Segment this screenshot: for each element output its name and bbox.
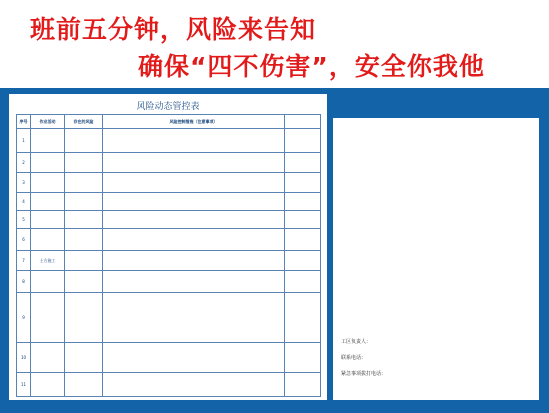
risk-control-panel (9, 94, 327, 400)
table-row (17, 343, 321, 373)
row-note (285, 271, 321, 293)
row-work (31, 193, 65, 211)
row-work: 土方施工 (31, 251, 65, 271)
row-measure (103, 251, 285, 271)
row-number: 1 (17, 129, 31, 153)
row-number: 7 (17, 251, 31, 271)
row-number: 4 (17, 193, 31, 211)
row-measure (103, 343, 285, 373)
risk-table-title: 风险动态管控表 (136, 102, 200, 112)
table-header-row (17, 115, 321, 129)
headline-line1: 班前五分钟，风险来告知 (30, 15, 317, 44)
row-risk (65, 173, 103, 193)
row-number: 5 (17, 211, 31, 229)
row-risk (65, 129, 103, 153)
row-measure (103, 193, 285, 211)
table-row (17, 229, 321, 251)
table-row (17, 271, 321, 293)
row-work (31, 343, 65, 373)
form-emergency-label: 紧急事项拔打电话： (341, 371, 387, 377)
row-note (285, 153, 321, 173)
row-risk (65, 153, 103, 173)
row-measure (103, 271, 285, 293)
row-number: 9 (17, 293, 31, 343)
header-note (285, 115, 321, 129)
row-work (31, 373, 65, 397)
row-number: 11 (17, 373, 31, 397)
row-risk (65, 373, 103, 397)
header-work: 作业活动 (31, 115, 65, 129)
banner (0, 0, 549, 88)
row-note (285, 211, 321, 229)
form-emergency-line (341, 370, 386, 377)
row-risk (65, 251, 103, 271)
row-risk (65, 211, 103, 229)
row-risk (65, 293, 103, 343)
form-foreman: 工区负责人： (341, 339, 372, 345)
row-note (285, 129, 321, 153)
table-row (17, 211, 321, 229)
table-row (17, 373, 321, 397)
form-contact-phone: 联系电话： (341, 355, 367, 361)
row-measure (103, 129, 285, 153)
header-measure: 风险控制措施（注意事项） (103, 115, 285, 129)
header-no: 序号 (17, 115, 31, 129)
pre-shift-briefing-form (333, 118, 539, 400)
row-measure (103, 153, 285, 173)
row-work (31, 129, 65, 153)
table-row (17, 173, 321, 193)
table-row (17, 251, 321, 271)
row-measure (103, 373, 285, 397)
row-note (285, 193, 321, 211)
row-work (31, 293, 65, 343)
row-note (285, 229, 321, 251)
row-work (31, 173, 65, 193)
header-risk: 存在的风险 (65, 115, 103, 129)
headline-line2: 确保“四不伤害”，安全你我他 (138, 52, 485, 81)
row-risk (65, 193, 103, 211)
row-work (31, 271, 65, 293)
row-number: 2 (17, 153, 31, 173)
row-note (285, 293, 321, 343)
table-row (17, 293, 321, 343)
row-work (31, 229, 65, 251)
table-row (17, 193, 321, 211)
row-measure (103, 293, 285, 343)
table-row (17, 129, 321, 153)
row-number: 10 (17, 343, 31, 373)
row-number: 6 (17, 229, 31, 251)
risk-control-table (16, 114, 321, 397)
row-measure (103, 229, 285, 251)
row-risk (65, 271, 103, 293)
row-measure (103, 211, 285, 229)
table-row (17, 153, 321, 173)
row-note (285, 251, 321, 271)
row-measure (103, 173, 285, 193)
row-number: 8 (17, 271, 31, 293)
row-risk (65, 229, 103, 251)
row-work (31, 153, 65, 173)
row-number: 3 (17, 173, 31, 193)
row-work (31, 211, 65, 229)
row-note (285, 173, 321, 193)
row-note (285, 373, 321, 397)
row-note (285, 343, 321, 373)
row-risk (65, 343, 103, 373)
